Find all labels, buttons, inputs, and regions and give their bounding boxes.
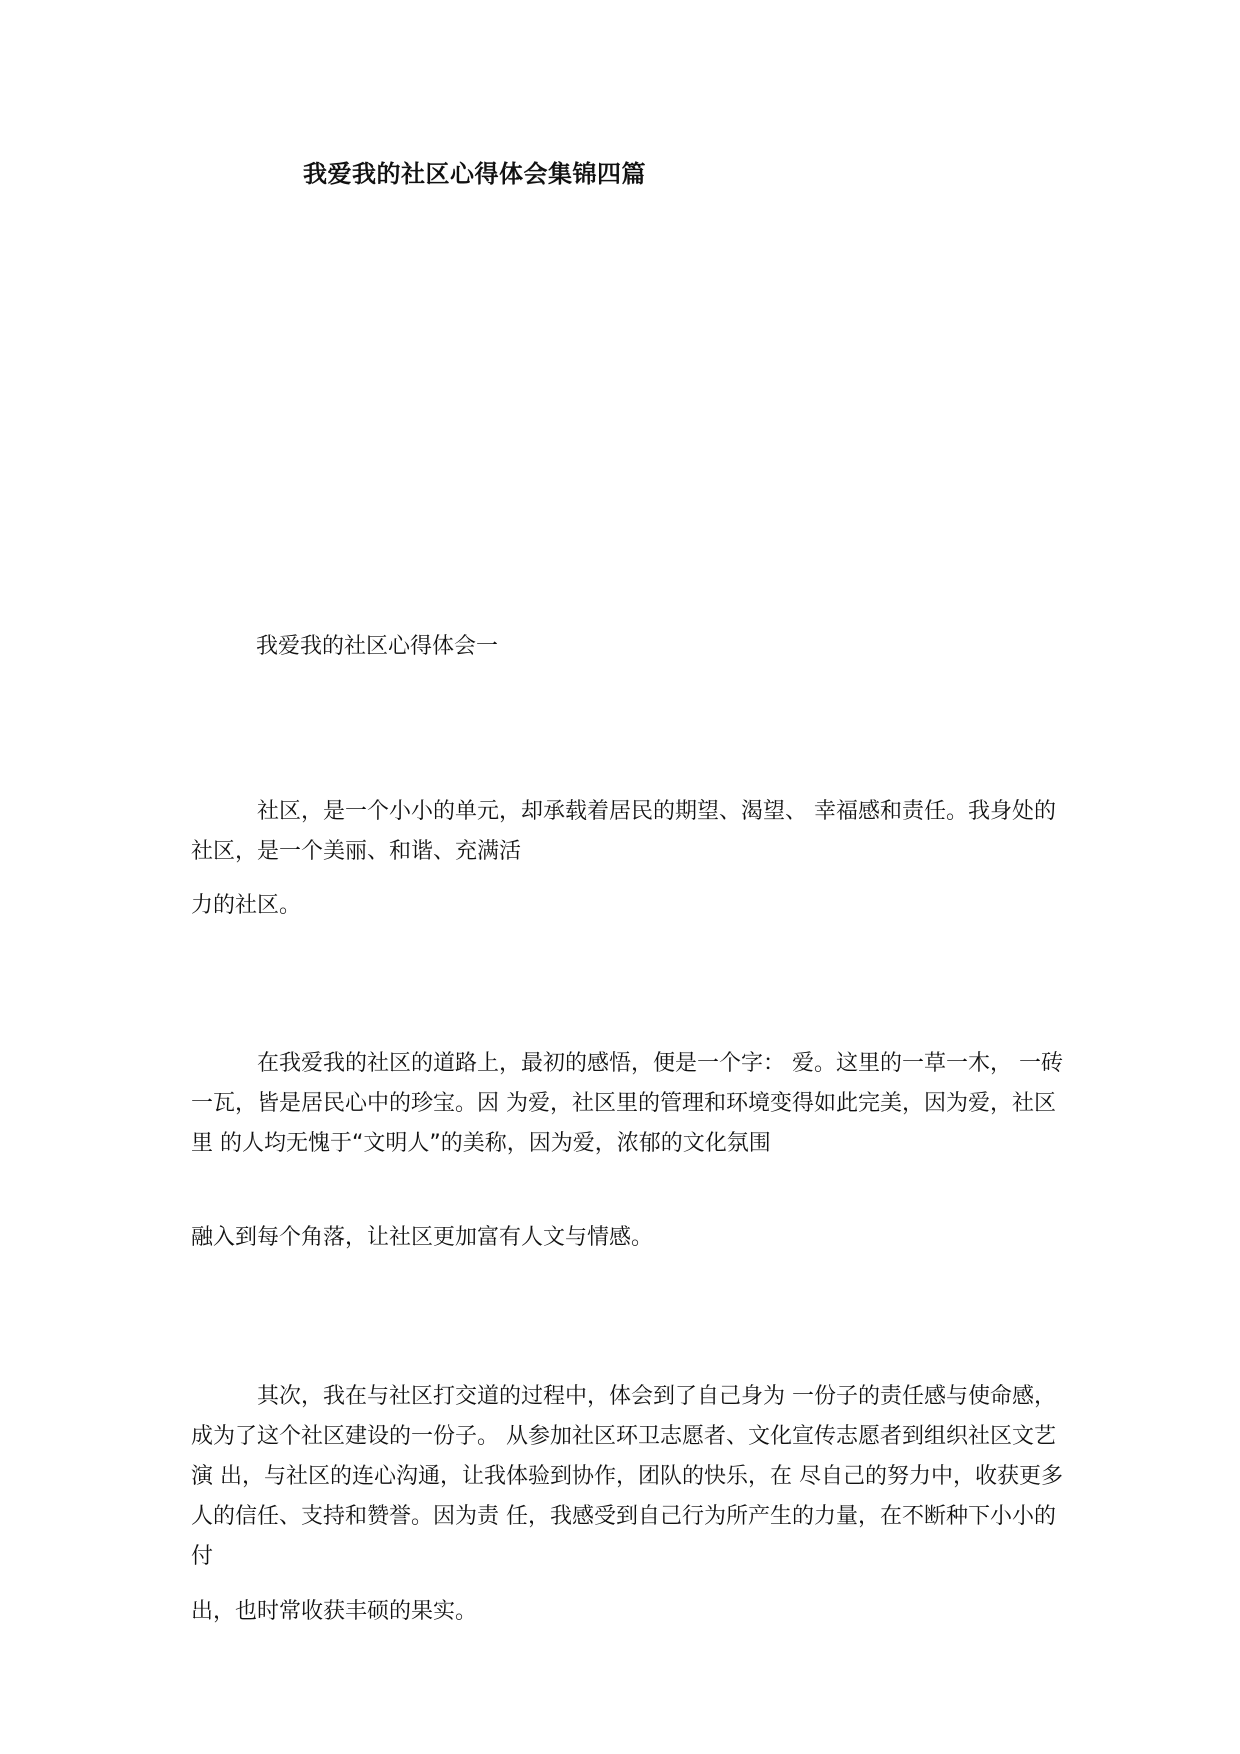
paragraph-1-continuation: 力的社区。	[191, 893, 302, 918]
document-title: 我爱我的社区心得体会集锦四篇	[303, 160, 646, 188]
paragraph-3-continuation: 出，也时常收获丰硕的果实。	[191, 1599, 478, 1624]
section-heading: 我爱我的社区心得体会一	[256, 634, 499, 659]
paragraph-2: 在我爱我的社区的道路上，最初的感悟，便是一个字： 爱。这里的一草一木， 一砖一瓦，皆是居民心中的珍宝。因 为爱，社区里的管理和环境变得如此完美，因为爱，社区里 的人均无愧于“文明人”的美称，因为爱，浓郁的文化氛围	[191, 1051, 1063, 1156]
paragraph-3: 其次，我在与社区打交道的过程中，体会到了自己身为 一份子的责任感与使命感，成为了这个社区建设的一份子。 从参加社区环卫志愿者、文化宣传志愿者到组织社区文艺演 出，与社区的连心沟通，让我体验到协作，团队的快乐，在 尽自己的努力中，收获更多人的信任、支持和赞誉。因为责 任，我感受到自己行为所产生的力量，在不断种下小小的付	[191, 1384, 1063, 1569]
paragraph-2-continuation: 融入到每个角落，让社区更加富有人文与情感。	[191, 1225, 654, 1250]
paragraph-1: 社区，是一个小小的单元，却承载着居民的期望、渴望、 幸福感和责任。我身处的社区，是一个美丽、和谐、充满活	[191, 799, 1056, 864]
